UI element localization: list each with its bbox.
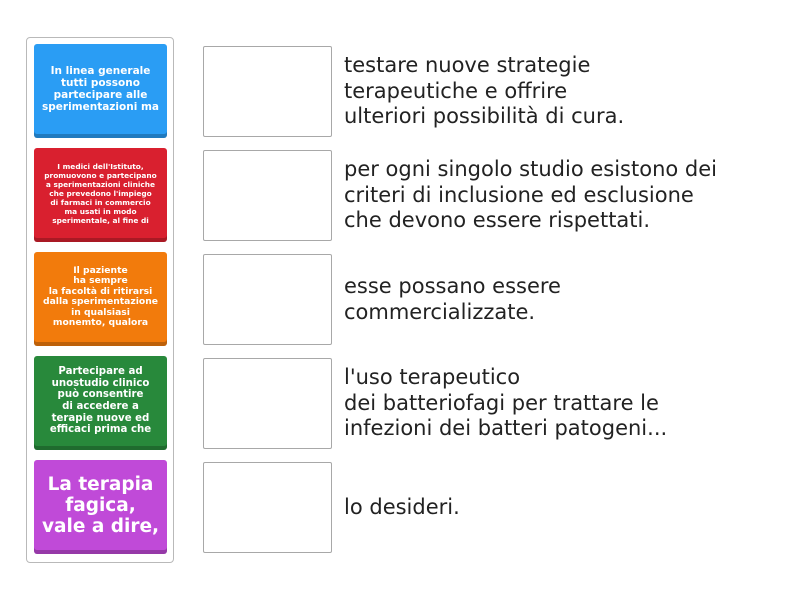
sentence-ending-text: lo desideri. [344,494,460,519]
tile-label: La terapia fagica, vale a dire, [41,473,160,537]
sentence-ending-3 [344,254,794,345]
drop-slot-1[interactable] [203,46,332,137]
sentence-ending-1 [344,46,794,137]
tile-label: Partecipare ad unostudio clinico può consentire di accedere a terapie nuove ed efficaci prima che [49,366,152,436]
sentence-ending-text: testare nuove strategie terapeutiche e offrire ulteriori possibilità di cura. [344,53,625,129]
sentence-ending-2 [344,150,794,241]
draggable-tile-1[interactable] [34,44,167,138]
draggable-tile-4[interactable] [34,356,167,450]
drop-slot-3[interactable] [203,254,332,345]
sentence-ending-5 [344,462,794,553]
draggable-tile-5[interactable] [34,460,167,554]
draggable-tile-3[interactable] [34,252,167,346]
tile-label: I medici dell'Istituto, promuovono e partecipano a sperimentazioni cliniche che prevedono l'impiego di farmaci in commercio ma usati in modo sperimentale, al fine di [44,161,157,225]
sentence-ending-4 [344,358,794,449]
drop-slot-2[interactable] [203,150,332,241]
sentence-ending-text: per ogni singolo studio esistono dei criteri di inclusione ed esclusione che devono essere rispettati. [344,157,717,233]
tile-label: In linea generale tutti possono partecipare alle sperimentazioni ma [42,65,159,113]
drop-slot-4[interactable] [203,358,332,449]
sentence-ending-text: esse possano essere commercializzate. [344,274,561,324]
draggable-tile-2[interactable] [34,148,167,242]
drop-slot-5[interactable] [203,462,332,553]
tile-label: Il paziente ha sempre la facoltà di ritirarsi dalla sperimentazione in qualsiasi monemto, qualora [43,264,158,328]
sentence-ending-text: l'uso terapeutico dei batteriofagi per trattare le infezioni dei batteri patogeni... [344,365,668,441]
